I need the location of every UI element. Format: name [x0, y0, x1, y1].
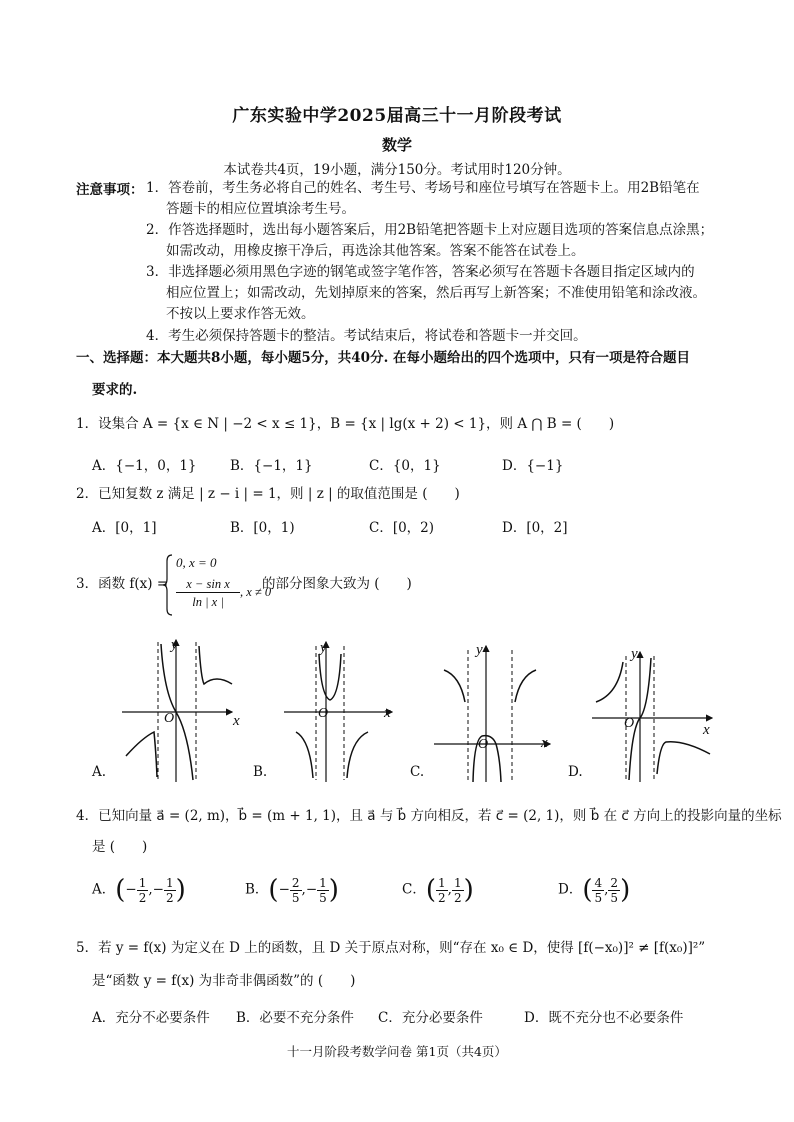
- question-5-option-d[interactable]: D．既不充分也不必要条件: [524, 1010, 684, 1026]
- question-2-option-d[interactable]: D．[0，2]: [502, 520, 568, 536]
- graph-b-origin-label: O: [318, 706, 329, 721]
- exam-intro: 本试卷共4页，19小题，满分150分。考试用时120分钟。: [223, 162, 571, 178]
- graph-c[interactable]: [434, 646, 550, 782]
- note-2-line-1: 2．作答选择题时，选出每小题答案后，用2B铅笔把答题卡上对应题目选项的答案信息点涂黑；: [146, 222, 714, 238]
- question-4-option-c[interactable]: C．( $\frac{1}{2}$ , $\frac{1}{2}$ ): [402, 875, 474, 905]
- question-5-option-b[interactable]: B．必要不充分条件: [236, 1010, 354, 1026]
- graph-d-y-label: y: [631, 646, 638, 662]
- question-5-stem-line-2: 是“函数 y = f(x) 为非奇非偶函数”的 ( ): [92, 973, 356, 989]
- graph-b-y-label: y: [320, 640, 327, 656]
- note-3-line-3: 不按以上要求作答无效。: [166, 306, 315, 322]
- question-3-option-a[interactable]: A.: [92, 764, 107, 780]
- question-3-suffix: 的部分图象大致为 ( ): [262, 576, 412, 592]
- note-3-line-2: 相应位置上；如需改动，先划掉原来的答案，然后再写上新答案；不准使用铅笔和涂改液。: [166, 285, 706, 301]
- graph-d[interactable]: [592, 652, 712, 782]
- note-2-line-2: 如需改动，用橡皮擦干净后，再选涂其他答案。答案不能答在试卷上。: [166, 243, 585, 259]
- note-4-line-1: 4．考生必须保持答题卡的整洁。考试结束后，将试卷和答题卡一并交回。: [146, 328, 587, 344]
- exam-title: 广东实验中学2025届高三十一月阶段考试: [232, 106, 562, 126]
- note-3-line-1: 3．非选择题必须用黑色字迹的钢笔或签字笔作答，答案必须写在答题卡各题目指定区域内的: [146, 264, 695, 280]
- graph-a-y-label: y: [171, 637, 178, 653]
- graph-a-x-label: x: [233, 713, 240, 729]
- question-1-option-d[interactable]: D．{−1}: [502, 458, 564, 474]
- question-4-stem-line-1: 4．已知向量 a⃗ = (2, m)，b⃗ = (m + 1, 1)，且 a⃗ 与 b⃗ 方向相反，若 c⃗ = (2, 1)，则 b⃗ 在 c⃗ 方向上的投影向量的坐标: [76, 808, 782, 824]
- question-5-option-a[interactable]: A．充分不必要条件: [92, 1010, 210, 1026]
- question-1-option-b[interactable]: B．{−1，1}: [230, 458, 313, 474]
- question-5-stem-line-1: 5．若 y = f(x) 为定义在 D 上的函数，且 D 关于原点对称，则“存在 x₀ ∈ D，使得 [f(−x₀)]² ≠ [f(x₀)]²”: [76, 940, 706, 956]
- piecewise-case-2-numerator: x − sin x: [176, 576, 240, 593]
- graph-c-y-label: y: [476, 642, 483, 658]
- question-3-prefix: 3．函数 f(x) =: [76, 576, 169, 592]
- question-1-option-a[interactable]: A．{−1，0，1}: [92, 458, 197, 474]
- graph-b[interactable]: [284, 642, 392, 782]
- graph-b-x-label: x: [384, 705, 391, 721]
- question-2-stem: 2．已知复数 z 满足 | z − i | = 1，则 | z | 的取值范围是 ( ): [76, 486, 460, 502]
- graph-a[interactable]: [122, 640, 232, 782]
- piecewise-brace: [163, 553, 173, 617]
- question-5-option-c[interactable]: C．充分必要条件: [378, 1010, 483, 1026]
- graph-d-origin-label: O: [624, 716, 635, 731]
- question-2-option-c[interactable]: C．[0，2): [369, 520, 435, 536]
- question-2-option-b[interactable]: B．[0，1): [230, 520, 295, 536]
- subject-title: 数学: [381, 136, 412, 154]
- question-3-option-b[interactable]: B.: [253, 764, 268, 780]
- question-1-stem: 1．设集合 A = {x ∈ N | −2 < x ≤ 1}，B = {x | lg(x + 2) < 1}，则 A ⋂ B = ( ): [76, 416, 615, 432]
- note-1-line-1: 1．答卷前，考生务必将自己的姓名、考生号、考场号和座位号填写在答题卡上。用2B铅笔在: [146, 180, 700, 196]
- question-1-option-c[interactable]: C．{0，1}: [369, 458, 441, 474]
- piecewise-case-2-condition: , x ≠ 0: [240, 585, 272, 599]
- piecewise-case-2-denominator: ln | x |: [192, 595, 224, 609]
- section-1-heading-line-2: 要求的.: [92, 382, 138, 398]
- notes-label: 注意事项：: [76, 182, 144, 198]
- question-4-option-a[interactable]: A．(− $\frac{1}{2}$ ,− $\frac{1}{2}$ ): [92, 875, 186, 905]
- question-3-graphs: [84, 632, 764, 784]
- graph-a-origin-label: O: [164, 711, 175, 726]
- graph-d-x-label: x: [703, 722, 710, 738]
- graph-c-x-label: x: [541, 735, 548, 751]
- question-3-option-d[interactable]: D.: [568, 764, 583, 780]
- question-2-option-a[interactable]: A．[0，1]: [92, 520, 157, 536]
- page-footer: 十一月阶段考数学问卷 第1页（共4页）: [287, 1044, 507, 1059]
- question-4-stem-line-2: 是 ( ): [92, 839, 148, 855]
- note-1-line-2: 答题卡的相应位置填涂考生号。: [166, 201, 355, 217]
- piecewise-case-1: 0, x = 0: [176, 555, 217, 570]
- question-4-option-d[interactable]: D．( $\frac{4}{5}$ , $\frac{2}{5}$ ): [558, 875, 631, 905]
- question-4-option-b[interactable]: B．(− $\frac{2}{5}$ ,− $\frac{1}{5}$ ): [245, 875, 339, 905]
- section-1-heading-line-1: 一、选择题：本大题共8小题，每小题5分，共40分. 在每小题给出的四个选项中，只有一项是符合题目: [76, 350, 690, 366]
- question-3-option-c[interactable]: C.: [410, 764, 425, 780]
- graph-c-origin-label: O: [478, 737, 489, 752]
